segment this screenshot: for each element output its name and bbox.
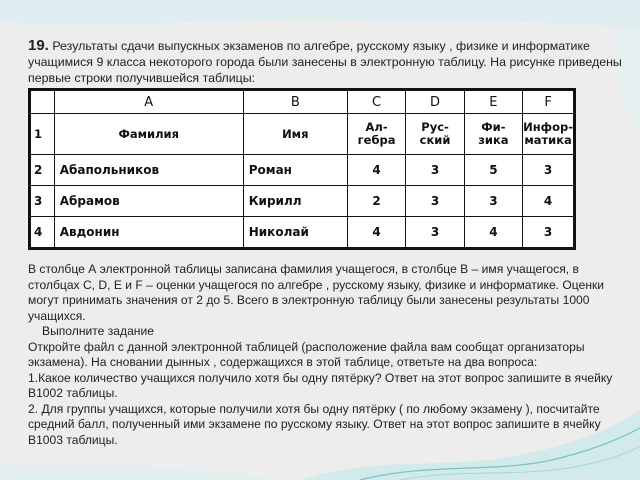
column-header-a: A — [54, 91, 243, 114]
paragraph-instructions: Откройте файл с данной электронной таблицей (расположение файла вам сообщат организаторы экзамена). На сновании дынных , содержащихся в этой таблице, ответьте на два вопроса: — [28, 339, 585, 369]
row-number: 2 — [31, 155, 55, 186]
cell-algebra: 4 — [347, 217, 406, 248]
cell-russian: 3 — [406, 155, 464, 186]
table-row — [31, 217, 574, 248]
row-number: 1 — [31, 114, 55, 155]
header-cell-russian: Рус- ский — [406, 114, 464, 155]
cell-name: Николай — [243, 217, 347, 248]
cell-surname: Абапольников — [54, 155, 243, 186]
cell-surname: Абрамов — [54, 186, 243, 217]
cell-algebra: 2 — [347, 186, 406, 217]
question-1: 1.Какое количество учащихся получило хотя бы одну пятёрку? Ответ на этот вопрос запишите в ячейку В1002 таблицы. — [28, 370, 613, 400]
cell-algebra: 4 — [347, 155, 406, 186]
column-header-d: D — [406, 91, 464, 114]
cell-name: Роман — [243, 155, 347, 186]
paragraph-do-task: Выполните задание — [42, 324, 154, 338]
task-number: 19. — [28, 37, 49, 54]
cell-surname: Авдонин — [54, 217, 243, 248]
column-header-row — [31, 91, 574, 114]
header-row — [31, 114, 574, 155]
spreadsheet-image — [28, 88, 576, 250]
row-number: 3 — [31, 186, 55, 217]
cell-informatics: 3 — [523, 155, 574, 186]
cell-physics: 3 — [464, 186, 522, 217]
table-row — [31, 186, 574, 217]
column-header-b: B — [243, 91, 347, 114]
header-cell-surname: Фамилия — [54, 114, 243, 155]
header-cell-physics: Фи- зика — [464, 114, 522, 155]
column-header-c: C — [347, 91, 406, 114]
task-intro — [28, 38, 628, 86]
cell-physics: 5 — [464, 155, 522, 186]
column-header-e: E — [464, 91, 522, 114]
corner-cell — [31, 91, 55, 114]
row-number: 4 — [31, 217, 55, 248]
spreadsheet-table — [30, 90, 574, 248]
header-cell-informatics: Инфор- матика — [523, 114, 574, 155]
cell-russian: 3 — [406, 217, 464, 248]
cell-physics: 4 — [464, 217, 522, 248]
task-intro-text: Результаты сдачи выпускных экзаменов по алгебре, русскому языку , физике и информатике учащимися 9 класса некоторого города были занесены в электронную таблицу. На рисунке приведены первые строки получившейся таблицы: — [28, 39, 622, 85]
task-body — [28, 262, 628, 448]
column-header-f: F — [523, 91, 574, 114]
cell-russian: 3 — [406, 186, 464, 217]
cell-informatics: 4 — [523, 186, 574, 217]
header-cell-name: Имя — [243, 114, 347, 155]
paragraph-description: В столбце А электронной таблицы записана фамилия учащегося, в столбце В – имя учащегося, в столбцах C, D, E и F – оценки учащегося по алгебре , русскому языку, физике и информатике. Оценки могут принимать значения от 2 до 5. Всего в электронную таблицу были занесены результаты 1000 учащихся. — [28, 262, 605, 323]
table-row — [31, 155, 574, 186]
cell-name: Кирилл — [243, 186, 347, 217]
question-2: 2. Для группы учащихся, которые получили хотя бы одну пятёрку ( по любому экзамену ), посчитайте средний балл, полученный ими экзамене по русскому языку. Ответ на этот вопрос запишите в ячейку В1003 таблицы. — [28, 401, 601, 447]
header-cell-algebra: Ал- гебра — [347, 114, 406, 155]
cell-informatics: 3 — [523, 217, 574, 248]
